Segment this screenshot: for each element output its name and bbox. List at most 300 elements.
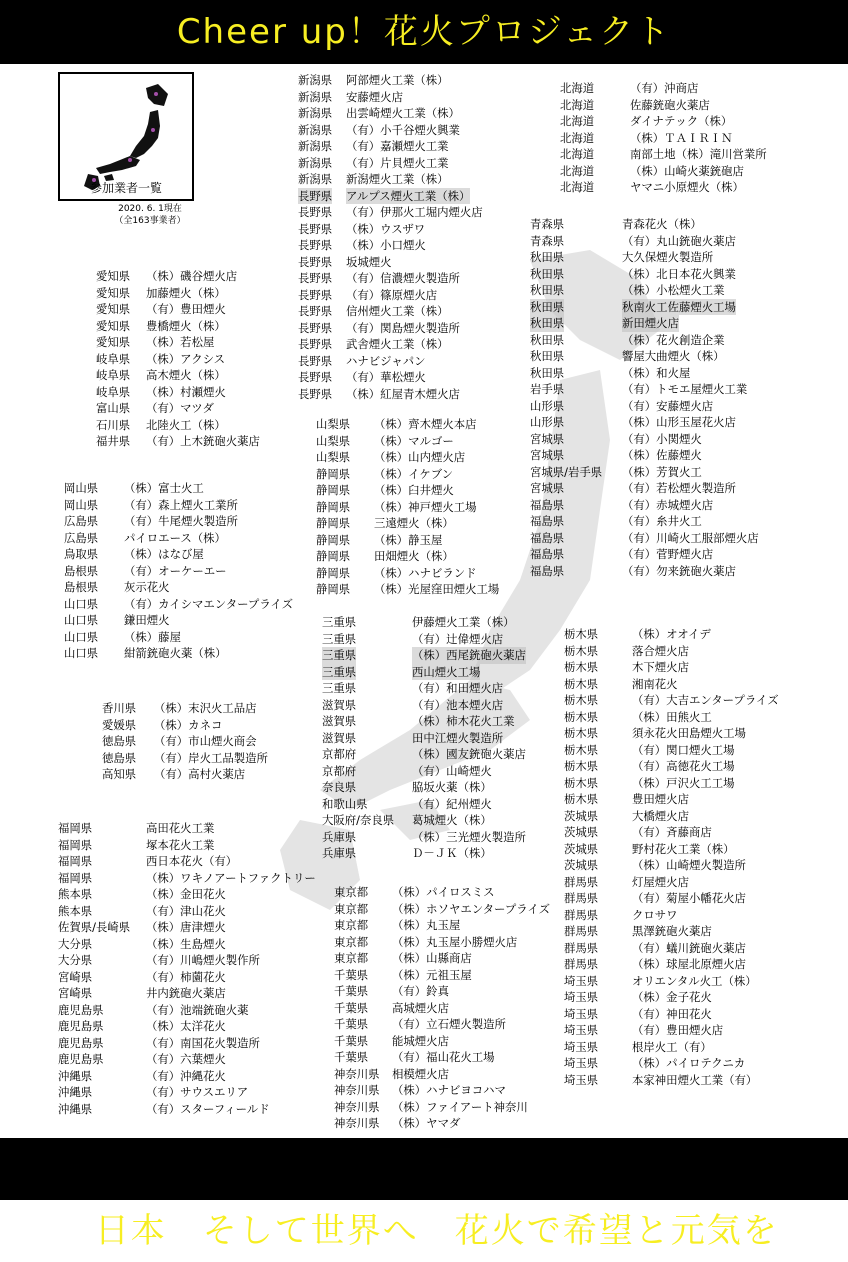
prefecture-label: 群馬県 xyxy=(564,891,599,905)
page-title: Cheer up！花火プロジェクト xyxy=(176,12,672,52)
company-name: （有）サウスエリア xyxy=(146,1085,249,1099)
company-name: （有）沖商店 xyxy=(630,81,699,95)
company-name: 武舎煙火工業（株） xyxy=(346,337,449,351)
prefecture-label: 静岡県 xyxy=(316,565,351,580)
company-name: （株）ＴＡＩＲＩＮ xyxy=(630,130,733,145)
prefecture-label: 鹿児島県 xyxy=(58,1002,104,1017)
company-name: （株）金田花火 xyxy=(146,887,226,901)
prefecture-label: 長野県 xyxy=(298,254,333,269)
company-name: （株）山形玉屋花火店 xyxy=(622,415,736,429)
company-name: 西日本花火（有） xyxy=(146,854,238,868)
prefecture-label: 千葉県 xyxy=(334,1050,369,1064)
prefecture-label: 福島県 xyxy=(530,563,565,578)
company-name: 響屋大曲煙火（株） xyxy=(622,349,725,363)
company-name: （株）三光煙火製造所 xyxy=(412,829,526,844)
prefecture-label: 茨城県 xyxy=(564,808,599,823)
map-label: 参加業者一覧 xyxy=(89,181,162,195)
prefecture-label: 千葉県 xyxy=(334,1000,369,1015)
company-name: （有）立石煙火製造所 xyxy=(392,1017,506,1031)
prefecture-label: 愛媛県 xyxy=(102,717,137,732)
company-name: 安藤煙火店 xyxy=(346,89,403,104)
prefecture-label: 山梨県 xyxy=(316,433,351,448)
prefecture-label: 熊本県 xyxy=(58,887,93,901)
company-name: 塚本花火工業 xyxy=(146,837,215,852)
company-name: 田中江煙火製造所 xyxy=(412,730,504,745)
company-name: （有）池本煙火店 xyxy=(412,697,504,712)
prefecture-label: 北海道 xyxy=(560,147,595,161)
prefecture-label: 千葉県 xyxy=(334,1017,369,1031)
company-name: 豊田煙火店 xyxy=(632,792,689,806)
company-name: （有）小千谷煙火興業 xyxy=(346,122,460,137)
prefecture-label: 北海道 xyxy=(560,163,595,178)
title-banner xyxy=(0,0,848,64)
company-name: （株）パイロテクニカ xyxy=(632,1056,746,1070)
prefecture-label: 三重県 xyxy=(322,648,357,662)
company-name: （有）丸山銃砲火薬店 xyxy=(622,233,736,248)
prefecture-label: 滋賀県 xyxy=(322,730,357,745)
prefecture-label: 山梨県 xyxy=(316,450,351,464)
company-name: （有）和田煙火店 xyxy=(412,681,504,695)
prefecture-label: 栃木県 xyxy=(564,759,599,773)
prefecture-label: 新潟県 xyxy=(298,172,333,186)
prefecture-label: 愛知県 xyxy=(96,318,131,333)
prefecture-label: 岐阜県 xyxy=(96,368,131,382)
prefecture-label: 京都府 xyxy=(322,763,357,778)
company-name: （株）丸玉屋小勝煙火店 xyxy=(392,934,518,949)
company-name: （株）ウスザワ xyxy=(346,221,426,236)
company-name: （株）紅屋青木煙火店 xyxy=(346,386,460,401)
prefecture-label: 秋田県 xyxy=(530,332,565,347)
company-name: （有）スターフィールド xyxy=(146,1101,270,1116)
prefecture-label: 石川県 xyxy=(96,417,131,432)
prefecture-label: 福岡県 xyxy=(58,837,93,852)
company-name: （株）山内煙火店 xyxy=(374,450,466,464)
prefecture-label: 鳥取県 xyxy=(64,547,99,561)
as-of-date: 2020. 6. 1現在 xyxy=(118,204,182,214)
prefecture-label: 大阪府/奈良県 xyxy=(322,813,395,827)
company-name: （株）山崎火薬銃砲店 xyxy=(630,163,744,178)
company-name: 落合煙火店 xyxy=(632,643,689,658)
company-name: 高城煙火店 xyxy=(392,1000,449,1015)
company-name: 西山煙火工場 xyxy=(412,664,481,679)
company-name: 灯屋煙火店 xyxy=(632,874,689,889)
prefecture-label: 北海道 xyxy=(560,97,595,112)
prefecture-label: 宮城県/岩手県 xyxy=(530,464,603,479)
prefecture-label: 栃木県 xyxy=(564,709,599,724)
company-name: 三遠煙火（株） xyxy=(374,516,454,530)
company-name: （株）ヤマダ xyxy=(392,1116,461,1130)
company-name: （株）花火創造企業 xyxy=(622,332,725,347)
prefecture-label: 福島県 xyxy=(530,514,565,528)
prefecture-label: 新潟県 xyxy=(298,106,333,120)
company-name: （有）川崎火工服部煙火店 xyxy=(622,530,759,545)
company-name: （有）神田花火 xyxy=(632,1006,712,1021)
prefecture-label: 長野県 xyxy=(298,386,333,401)
prefecture-label: 富山県 xyxy=(96,401,131,415)
company-name: 黒澤銃砲火薬店 xyxy=(632,924,712,938)
prefecture-label: 和歌山県 xyxy=(322,796,368,811)
prefecture-label: 静岡県 xyxy=(316,516,351,530)
prefecture-label: 群馬県 xyxy=(564,924,599,938)
prefecture-label: 岡山県 xyxy=(64,497,99,512)
prefecture-label: 高知県 xyxy=(102,767,137,781)
prefecture-label: 長野県 xyxy=(298,337,333,351)
prefecture-label: 秋田県 xyxy=(530,266,565,281)
company-name: （株）佐藤煙火 xyxy=(622,448,702,462)
company-name: （有）信濃煙火製造所 xyxy=(346,271,460,285)
japan-map-thumbnail xyxy=(58,72,194,201)
prefecture-label: 沖縄県 xyxy=(58,1101,93,1116)
prefecture-label: 福島県 xyxy=(530,547,565,561)
prefecture-label: 栃木県 xyxy=(564,775,599,790)
prefecture-label: 東京都 xyxy=(334,934,369,949)
prefecture-label: 神奈川県 xyxy=(334,1066,380,1081)
prefecture-label: 三重県 xyxy=(322,615,357,629)
company-name: （株）球屋北原煙火店 xyxy=(632,957,746,971)
company-name: 井内銃砲火薬店 xyxy=(146,986,226,1000)
prefecture-label: 秋田県 xyxy=(530,299,565,314)
company-name: 紺箭銃砲火薬（株） xyxy=(124,646,227,660)
company-name: （有）菅野煙火店 xyxy=(622,547,714,561)
company-name: （有）斉藤商店 xyxy=(632,825,712,839)
company-name: ハナビジャパン xyxy=(346,353,426,368)
prefecture-label: 秋田県 xyxy=(530,283,565,297)
prefecture-label: 茨城県 xyxy=(564,858,599,872)
company-name: （株）富士火工 xyxy=(124,481,204,495)
company-name: （有）森上煙火工業所 xyxy=(124,497,238,512)
prefecture-label: 山口県 xyxy=(64,596,99,611)
company-name: 鎌田煙火 xyxy=(124,613,170,627)
company-name: （有）オーケーエー xyxy=(124,563,227,578)
company-name: （株）ホソヤエンタープライズ xyxy=(392,901,550,916)
company-name: （株）臼井煙火 xyxy=(374,483,454,497)
prefecture-label: 山口県 xyxy=(64,646,99,660)
company-name: 湘南花火 xyxy=(632,676,678,691)
company-name: （株）光屋窪田煙火工場 xyxy=(374,582,500,596)
prefecture-label: 千葉県 xyxy=(334,967,369,982)
company-name: 大橋煙火店 xyxy=(632,808,689,823)
prefecture-label: 三重県 xyxy=(322,664,357,679)
company-name: （有）マツダ xyxy=(146,401,214,415)
prefecture-label: 神奈川県 xyxy=(334,1083,380,1097)
company-name: （有）高徳花火工場 xyxy=(632,759,735,773)
company-name: （株）生島煙火 xyxy=(146,936,226,951)
prefecture-label: 長野県 xyxy=(298,370,333,384)
prefecture-label: 群馬県 xyxy=(564,957,599,971)
prefecture-label: 佐賀県/長崎県 xyxy=(58,920,131,934)
company-name: 能城煙火店 xyxy=(392,1033,449,1048)
prefecture-label: 福井県 xyxy=(96,434,131,448)
prefecture-label: 秋田県 xyxy=(530,250,565,264)
company-name: （株）戸沢火工工場 xyxy=(632,775,735,790)
company-name: （有）豊田煙火 xyxy=(146,302,226,316)
prefecture-label: 京都府 xyxy=(322,747,357,761)
prefecture-label: 熊本県 xyxy=(58,903,93,918)
prefecture-label: 山形県 xyxy=(530,398,565,413)
company-name: （有）山崎煙火 xyxy=(412,763,492,778)
company-name: （有）安藤煙火店 xyxy=(622,398,714,413)
prefecture-label: 広島県 xyxy=(64,530,99,545)
prefecture-label: 山口県 xyxy=(64,629,99,644)
company-name: （有）篠原煙火店 xyxy=(346,287,438,302)
company-name: （株）ハナビヨコハマ xyxy=(392,1083,506,1097)
prefecture-label: 三重県 xyxy=(322,631,357,646)
prefecture-label: 北海道 xyxy=(560,180,595,194)
prefecture-label: 静岡県 xyxy=(316,466,351,481)
company-name: （有）市山煙火商会 xyxy=(154,734,257,748)
company-name: （有）赤城煙火店 xyxy=(622,497,714,512)
company-name: （有）沖縄花火 xyxy=(146,1068,226,1083)
company-name: （有）関口煙火工場 xyxy=(632,742,735,757)
company-name: （有）牛尾煙火製造所 xyxy=(124,514,238,528)
prefecture-label: 長野県 xyxy=(298,238,333,252)
prefecture-label: 鹿児島県 xyxy=(58,1019,104,1033)
company-name: （有）高村火薬店 xyxy=(154,767,246,781)
company-name: （有）小関煙火 xyxy=(622,431,702,446)
company-name: 野村花火工業（株） xyxy=(632,841,735,856)
company-name: （株）小口煙火 xyxy=(346,238,426,252)
prefecture-label: 埼玉県 xyxy=(564,973,599,988)
prefecture-label: 福岡県 xyxy=(58,821,93,835)
prefecture-label: 新潟県 xyxy=(298,139,333,153)
company-name: （株）國友銃砲火薬店 xyxy=(412,747,526,761)
company-name: （有）紀州煙火 xyxy=(412,796,492,811)
company-name: （有）池端銃砲火薬 xyxy=(146,1002,249,1017)
company-name: アルプス煙火工業（株） xyxy=(346,188,471,203)
prefecture-label: 栃木県 xyxy=(564,792,599,806)
company-name: （有）菊屋小幡花火店 xyxy=(632,891,746,905)
company-name: （株）丸玉屋 xyxy=(392,918,461,932)
prefecture-label: 鹿児島県 xyxy=(58,1035,104,1050)
prefecture-label: 長野県 xyxy=(298,205,333,219)
prefecture-label: 徳島県 xyxy=(102,750,137,765)
prefecture-label: 埼玉県 xyxy=(564,990,599,1004)
prefecture-label: 大分県 xyxy=(58,953,93,967)
prefecture-label: 奈良県 xyxy=(322,780,357,794)
prefecture-label: 徳島県 xyxy=(102,734,137,748)
prefecture-label: 群馬県 xyxy=(564,940,599,955)
prefecture-label: 埼玉県 xyxy=(564,1039,599,1054)
company-name: 根岸火工（有） xyxy=(632,1039,712,1054)
company-name: （有）片貝煙火工業 xyxy=(346,155,449,170)
prefecture-label: 山口県 xyxy=(64,613,99,627)
company-name: 坂城煙火 xyxy=(346,254,392,269)
company-name: （株）イケブン xyxy=(374,466,454,481)
company-name: （株）山縣商店 xyxy=(392,951,472,965)
prefecture-label: 長野県 xyxy=(298,287,333,302)
prefecture-label: 宮崎県 xyxy=(58,986,93,1000)
company-name: （有）辻偉煙火店 xyxy=(412,631,504,646)
prefecture-label: 東京都 xyxy=(334,951,369,965)
company-name: （有）蟻川銃砲火薬店 xyxy=(632,940,746,955)
prefecture-label: 神奈川県 xyxy=(334,1099,380,1114)
company-name: （株）和火屋 xyxy=(622,365,691,380)
prefecture-label: 静岡県 xyxy=(316,483,351,497)
prefecture-label: 福島県 xyxy=(530,497,565,512)
prefecture-label: 福島県 xyxy=(530,530,565,545)
company-name: 大久保煙火製造所 xyxy=(622,250,714,264)
company-name: （有）トモエ屋煙火工業 xyxy=(622,382,748,396)
company-name: （株）芳賀火工 xyxy=(622,464,702,479)
prefecture-label: 静岡県 xyxy=(316,499,351,514)
prefecture-label: 島根県 xyxy=(64,563,99,578)
company-name: （株）山崎煙火製造所 xyxy=(632,858,746,872)
company-name: 高木煙火（株） xyxy=(146,368,226,382)
company-name: 木下煙火店 xyxy=(632,660,689,674)
prefecture-label: 香川県 xyxy=(102,701,137,715)
prefecture-label: 埼玉県 xyxy=(564,1056,599,1070)
company-name: （有）豊田煙火店 xyxy=(632,1023,724,1037)
company-name: 豊橋煙火（株） xyxy=(146,318,226,333)
company-name: （有）カイシマエンタープライズ xyxy=(124,596,294,611)
prefecture-label: 福岡県 xyxy=(58,870,93,885)
company-name: 相模煙火店 xyxy=(392,1066,449,1081)
slogan-text: 日本 そして世界へ 花火で希望と元気を xyxy=(94,1211,779,1251)
company-name: 伊藤煙火工業（株） xyxy=(412,615,515,629)
prefecture-label: 北海道 xyxy=(560,81,595,95)
prefecture-label: 北海道 xyxy=(560,130,595,145)
company-name: 葛城煙火（株） xyxy=(412,813,492,827)
company-name: （株）村瀬煙火 xyxy=(146,384,226,399)
prefecture-label: 茨城県 xyxy=(564,841,599,856)
prefecture-label: 滋賀県 xyxy=(322,697,357,712)
prefecture-label: 千葉県 xyxy=(334,984,369,998)
company-name: （有）関島煙火製造所 xyxy=(346,320,460,335)
company-name: （株）オオイデ xyxy=(632,627,711,641)
prefecture-label: 青森県 xyxy=(530,233,565,248)
company-name: （有）六葉煙火 xyxy=(146,1052,226,1066)
company-name: （有）津山花火 xyxy=(146,903,226,918)
company-name: （株）ファイアート神奈川 xyxy=(392,1099,528,1114)
company-name: （株）元祖玉屋 xyxy=(392,967,472,982)
prefecture-label: 栃木県 xyxy=(564,676,599,691)
prefecture-label: 茨城県 xyxy=(564,825,599,839)
company-name: パイロエース（株） xyxy=(124,530,226,545)
company-name: （株）末沢火工品店 xyxy=(154,701,257,715)
prefecture-label: 兵庫県 xyxy=(322,829,357,844)
company-name: 脇坂火薬（株） xyxy=(412,780,492,794)
company-name: 青森花火（株） xyxy=(622,217,702,231)
prefecture-label: 秋田県 xyxy=(530,365,565,380)
prefecture-label: 三重県 xyxy=(322,681,357,695)
prefecture-label: 神奈川県 xyxy=(334,1116,380,1130)
total-count: （全163事業者） xyxy=(114,216,186,226)
company-name: （株）ハナビランド xyxy=(374,565,477,580)
company-name: （有）上木銃砲火薬店 xyxy=(146,434,260,448)
company-name: （有）川嶋煙火製作所 xyxy=(146,953,260,967)
company-name: ヤマニ小原煙火（株） xyxy=(630,180,744,194)
company-name: （株）藤屋 xyxy=(124,629,181,644)
company-name: （有）勿来銃砲火薬店 xyxy=(622,563,736,578)
prefecture-label: 愛知県 xyxy=(96,269,131,283)
prefecture-label: 東京都 xyxy=(334,901,369,916)
company-name: （株）パイロスミス xyxy=(392,885,495,899)
company-name: Ｄ－ＪＫ（株） xyxy=(412,846,492,860)
prefecture-label: 岩手県 xyxy=(530,382,565,396)
company-name: 本家神田煙火工業（有） xyxy=(632,1072,758,1087)
prefecture-label: 埼玉県 xyxy=(564,1006,599,1021)
company-name: （株）田熊火工 xyxy=(632,709,712,724)
prefecture-label: 兵庫県 xyxy=(322,846,357,860)
company-name: 田畑煙火（株） xyxy=(374,549,454,563)
company-name: オリエンタル火工（株） xyxy=(632,973,757,988)
prefecture-label: 栃木県 xyxy=(564,627,599,641)
prefecture-label: 愛知県 xyxy=(96,302,131,316)
prefecture-label: 新潟県 xyxy=(298,155,333,170)
company-name: 新潟煙火工業（株） xyxy=(346,172,449,186)
company-name: （有）伊那火工堀内煙火店 xyxy=(346,205,483,219)
company-name: 加藤煙火（株） xyxy=(146,285,226,300)
prefecture-label: 沖縄県 xyxy=(58,1085,93,1099)
company-name: （有）若松煙火製造所 xyxy=(622,481,736,495)
company-name: （株）神戸煙火工場 xyxy=(374,499,477,514)
prefecture-label: 山形県 xyxy=(530,415,565,429)
prefecture-label: 栃木県 xyxy=(564,693,599,707)
prefecture-label: 岐阜県 xyxy=(96,351,131,366)
company-name: 須永花火田島煙火工場 xyxy=(632,726,746,740)
prefecture-label: 宮城県 xyxy=(530,448,565,462)
company-name: （株）小松煙火工業 xyxy=(622,283,725,297)
company-name: （有）華松煙火 xyxy=(346,370,426,384)
company-name: （株）太洋花火 xyxy=(146,1019,226,1033)
prefecture-label: 青森県 xyxy=(530,217,565,231)
prefecture-label: 静岡県 xyxy=(316,549,351,563)
company-name: （株）アクシス xyxy=(146,351,226,366)
prefecture-label: 新潟県 xyxy=(298,73,333,87)
prefecture-label: 栃木県 xyxy=(564,726,599,740)
company-name: 高田花火工業 xyxy=(146,821,215,835)
prefecture-label: 静岡県 xyxy=(316,582,351,596)
company-name: （株）北日本花火興業 xyxy=(622,266,736,281)
company-name: （株）磯谷煙火店 xyxy=(146,269,238,283)
company-name: 南部土地（株）滝川営業所 xyxy=(630,147,767,161)
company-name: （株）若松屋 xyxy=(146,335,215,349)
company-name: （有）南国花火製造所 xyxy=(146,1035,260,1050)
prefecture-label: 長野県 xyxy=(298,304,333,318)
prefecture-label: 愛知県 xyxy=(96,335,131,349)
prefecture-label: 静岡県 xyxy=(316,532,351,547)
prefecture-label: 福岡県 xyxy=(58,854,93,868)
prefecture-label: 群馬県 xyxy=(564,874,599,889)
prefecture-label: 長野県 xyxy=(298,188,333,203)
prefecture-label: 山梨県 xyxy=(316,417,351,431)
company-name: 秋南火工佐藤煙火工場 xyxy=(622,299,736,314)
prefecture-label: 栃木県 xyxy=(564,643,599,658)
company-name: クロサワ xyxy=(632,907,678,922)
company-name: （株）金子花火 xyxy=(632,990,712,1004)
prefecture-label: 沖縄県 xyxy=(58,1068,93,1083)
prefecture-label: 千葉県 xyxy=(334,1033,369,1048)
company-name: （有）嘉瀬煙火工業 xyxy=(346,139,449,153)
company-name: （株）はなび屋 xyxy=(124,547,204,561)
company-name: 灰示花火 xyxy=(124,580,170,594)
prefecture-label: 新潟県 xyxy=(298,122,333,137)
prefecture-label: 宮城県 xyxy=(530,431,565,446)
prefecture-label: 新潟県 xyxy=(298,89,333,104)
prefecture-label: 埼玉県 xyxy=(564,1023,599,1037)
prefecture-label: 長野県 xyxy=(298,221,333,236)
prefecture-label: 北海道 xyxy=(560,114,595,128)
company-name: （株）西尾銃砲火薬店 xyxy=(412,648,526,662)
prefecture-label: 岐阜県 xyxy=(96,384,131,399)
prefecture-label: 栃木県 xyxy=(564,660,599,674)
prefecture-label: 秋田県 xyxy=(530,316,565,330)
company-name: 阿部煙火工業（株） xyxy=(346,73,449,87)
prefecture-label: 栃木県 xyxy=(564,742,599,757)
prefecture-label: 鹿児島県 xyxy=(58,1052,104,1066)
prefecture-label: 愛知県 xyxy=(96,285,131,300)
company-name: （有）糸井火工 xyxy=(622,514,702,528)
